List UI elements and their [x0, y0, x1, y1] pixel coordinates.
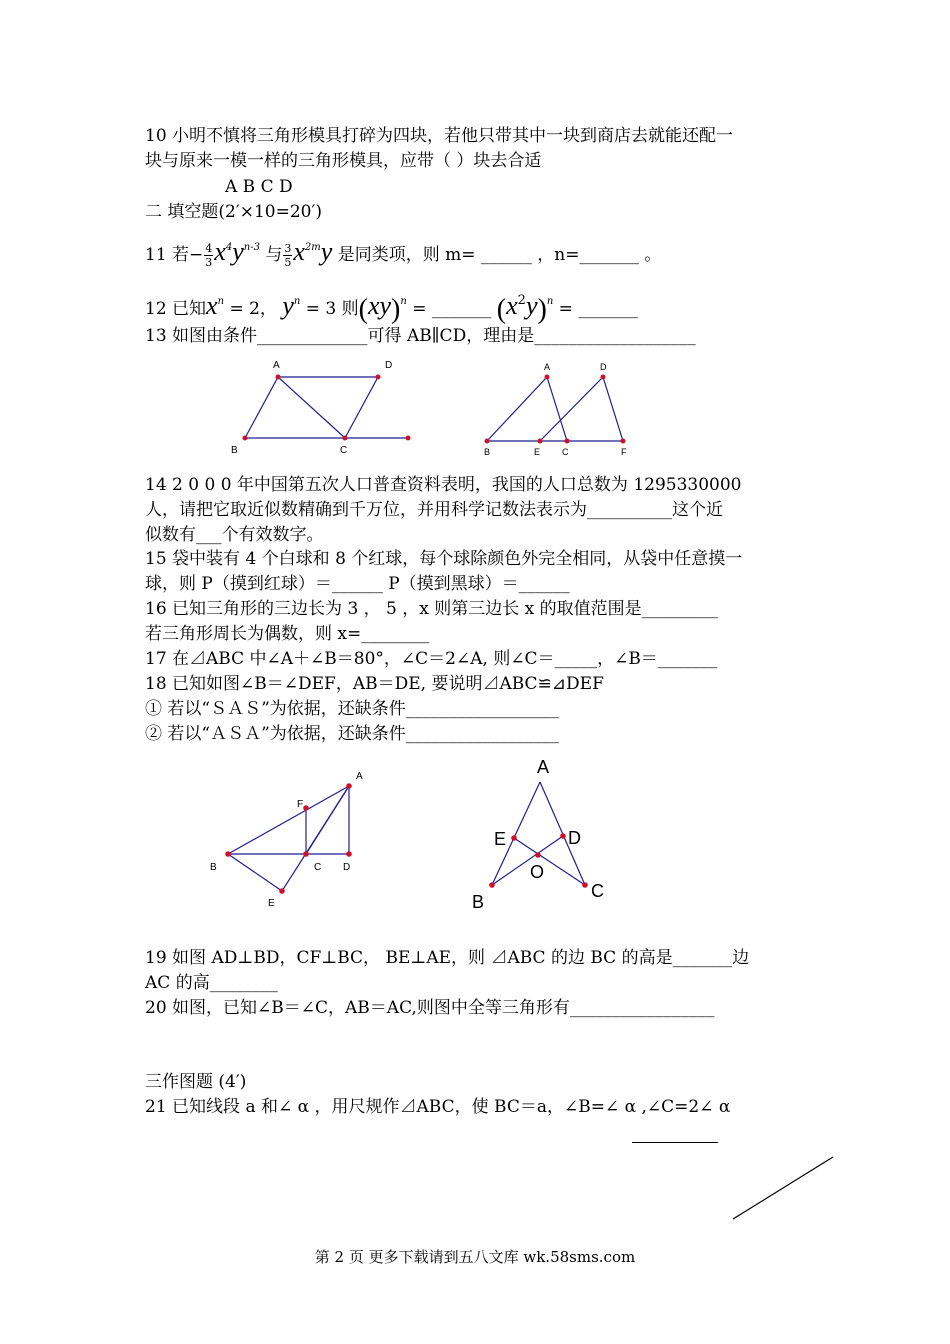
q12-eq3: = 3 则: [305, 299, 359, 319]
label-o: O: [530, 862, 545, 882]
figure-13-parallelogram: [225, 355, 425, 460]
q12-eq2: = 2，: [229, 299, 277, 319]
q17-text: 17 在⊿ABC 中∠A＋∠B＝80°，∠C＝2∠A, 则∠C＝_____，∠B＝_______: [145, 649, 718, 669]
label-e: E: [534, 447, 541, 457]
frac-den: 3: [205, 256, 213, 269]
q12-blank1: = _______: [412, 299, 492, 319]
exp: n: [546, 296, 554, 307]
q11-fraction-1: [204, 242, 213, 269]
frac-num: 3: [284, 242, 292, 255]
label-e: E: [268, 898, 275, 909]
q19-line1: 19 如图 AD⊥BD，CF⊥BC， BE⊥AE，则 ⊿ABC 的边 BC 的高是_______边: [145, 948, 750, 968]
q10-line2: 块与原来一模一样的三角形模具，应带（ ）块去合适: [145, 151, 542, 171]
q19-line2: AC 的高________: [145, 973, 278, 993]
q11: [145, 230, 662, 269]
q11-mid: 与: [265, 245, 283, 265]
q15-line2: 球，则 P（摸到红球）＝______ P（摸到黑球）＝______: [145, 574, 570, 594]
label-c: C: [314, 862, 322, 873]
label-a: A: [273, 360, 280, 371]
label-c: C: [340, 445, 348, 456]
q21-text: 21 已知线段 a 和∠ α ，用尺规作⊿ABC，使 BC＝a，∠B=∠ α ,∠C=2∠ α: [145, 1097, 731, 1117]
q14-line2: 人，请把它取近似数精确到千万位，并用科学记数法表示为__________这个近: [145, 500, 723, 520]
q18-line1: 18 已知如图∠B＝∠DEF，AB＝DE, 要说明⊿ABC≌⊿DEF: [145, 674, 604, 694]
exp: n: [293, 296, 301, 307]
q10-line1: 10 小明不慎将三角形模具打碎为四块，若他只带其中一块到商店去就能还配一: [145, 126, 734, 146]
var-x: x: [293, 237, 305, 266]
page-footer: 第 2 页 更多下载请到五八文库 wk.58sms.com: [314, 1248, 636, 1266]
var-x: x: [206, 291, 218, 320]
q13-text: 13 如图由条件_____________可得 AB∥CD，理由是___________________: [145, 326, 696, 346]
var-y: y: [232, 237, 244, 266]
figure-20: [460, 752, 630, 917]
label-f: F: [297, 799, 304, 810]
label-b: B: [484, 447, 491, 457]
q15-line1: 15 袋中装有 4 个白球和 8 个红球，每个球除颜色外完全相同，从袋中任意摸一: [145, 549, 743, 569]
label-d: D: [600, 362, 607, 372]
q11-suffix: 是同类项，则 m= ______ ，n=_______ 。: [332, 245, 662, 265]
var-x: x: [506, 291, 518, 320]
label-d: D: [343, 862, 351, 873]
q12: [145, 283, 638, 325]
label-c: C: [591, 881, 604, 901]
label-a: A: [544, 362, 551, 372]
label-e: E: [494, 829, 507, 849]
q18-line3: ② 若以“ＡＳＡ”为依据，还缺条件__________________: [145, 724, 559, 744]
exp: 2: [517, 293, 526, 308]
var-y: y: [320, 237, 333, 266]
label-f: F: [621, 447, 627, 457]
q10-choices: A B C D: [225, 177, 293, 197]
exp: 4: [225, 242, 233, 253]
label-d: D: [385, 360, 393, 371]
q16-line2: 若三角形周长为偶数，则 x=________: [145, 624, 430, 644]
exp: n: [217, 296, 225, 307]
angle-alpha-ray: [725, 1150, 840, 1225]
label-b: B: [231, 445, 238, 456]
exp: n-3: [243, 242, 260, 253]
segment-a-line: [632, 1142, 718, 1143]
paren-open: (: [358, 294, 368, 325]
var-x: x: [214, 237, 226, 266]
label-b: B: [210, 862, 217, 873]
paren-open: (: [496, 294, 507, 325]
exp: 2m: [304, 242, 321, 253]
exp: n: [400, 296, 407, 307]
q14-line3: 似数有___个有效数字。: [145, 525, 324, 545]
frac-den: 5: [284, 256, 292, 269]
paren-close: ): [391, 294, 401, 325]
q12-blank2: = _______: [558, 299, 638, 319]
q18-line2: ① 若以“ＳＡＳ”为依据，还缺条件__________________: [145, 699, 559, 719]
q12-prefix: 12 已知: [145, 299, 207, 319]
label-c: C: [562, 447, 569, 457]
figure-19: [200, 760, 380, 915]
section2-title: 二 填空题(2′×10=20′): [145, 202, 322, 222]
q16-line1: 16 已知三角形的三边长为 3 ， 5 ，x 则第三边长 x 的取值范围是_________: [145, 599, 719, 619]
q20-text: 20 如图，已知∠B＝∠C，AB＝AC,则图中全等三角形有_________________: [145, 998, 715, 1018]
var-y: y: [525, 291, 538, 320]
figure-13-triangles: [470, 355, 640, 460]
label-a: A: [537, 757, 550, 777]
section3-title: 三作图题 (4′): [145, 1072, 247, 1092]
q11-prefix: 11 若−: [145, 245, 204, 265]
q11-fraction-2: [283, 242, 292, 269]
var-xy: xy: [367, 291, 392, 320]
label-a: A: [356, 771, 363, 782]
label-b: B: [472, 892, 485, 912]
paren-close: ): [537, 294, 547, 325]
var-y: y: [282, 291, 294, 320]
q14-line1: 14 2 0 0 0 年中国第五次人口普查资料表明，我国的人口总数为 1295330000: [145, 475, 742, 495]
frac-num: 4: [205, 242, 213, 255]
label-d: D: [568, 828, 581, 848]
